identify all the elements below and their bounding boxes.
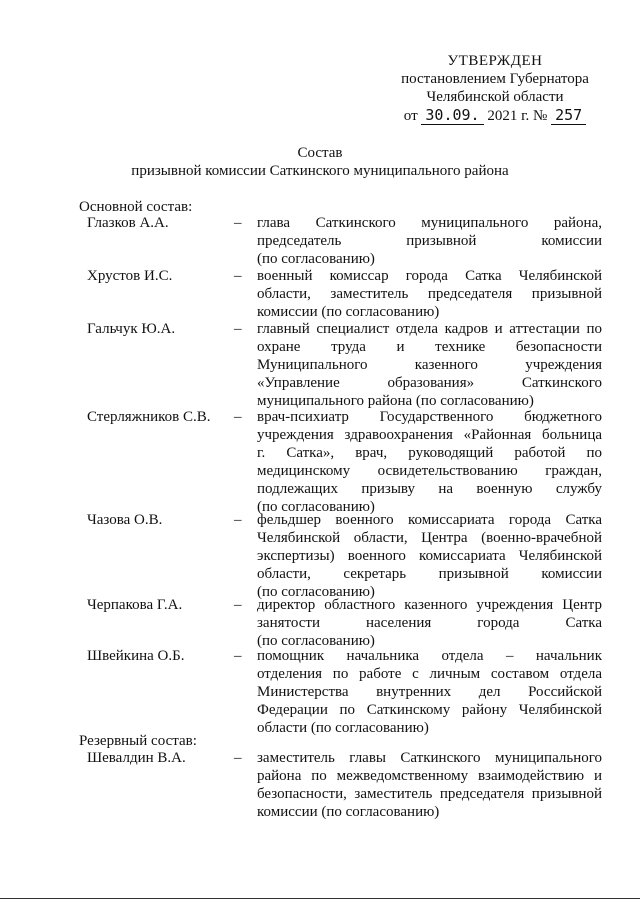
description-line: отделения по работе с личным составом отдела <box>257 666 602 682</box>
reserve-section-label: Резервный состав: <box>79 733 197 749</box>
description-line: директор областного казенного учреждения Центр <box>257 597 602 613</box>
description-line: (по согласованию) <box>257 499 375 515</box>
description-line: Муниципального казенного учреждения <box>257 357 602 373</box>
description-line: района по межведомственному взаимодействию и <box>257 768 602 784</box>
description-line: экспертизы) военного комиссариата Челябинской <box>257 548 602 564</box>
member-description <box>257 267 602 321</box>
title-line-2: призывной комиссии Саткинского муниципального района <box>131 163 509 179</box>
description-line: учреждения здравоохранения «Районная больница <box>257 427 602 443</box>
member-name: Гальчук Ю.А. <box>87 321 176 337</box>
approval-stamp <box>380 52 610 125</box>
dash-separator: – <box>234 597 242 613</box>
description-line: заместитель главы Саткинского муниципального <box>257 750 602 766</box>
page-bottom-edge <box>0 898 640 899</box>
description-line: медицинскому освидетельствованию граждан, <box>257 463 602 479</box>
approval-date-line <box>380 106 610 125</box>
description-line: врач-психиатр Государственного бюджетного <box>257 409 602 425</box>
member-name: Швейкина О.Б. <box>87 648 185 664</box>
description-line: области, секретарь призывной комиссии <box>257 566 602 582</box>
description-line: Челябинской области, Центра (военно-врачебной <box>257 530 602 546</box>
member-name: Шевалдин В.А. <box>87 750 186 766</box>
member-name: Чазова О.В. <box>87 512 163 528</box>
description-line: комиссии (по согласованию) <box>257 804 440 820</box>
main-section-label: Основной состав: <box>79 199 193 215</box>
dash-separator: – <box>234 215 242 231</box>
document-title <box>0 144 640 180</box>
description-line: Министерства внутренних дел Российской <box>257 684 602 700</box>
description-line: главный специалист отдела кадров и аттестации по <box>257 321 602 337</box>
number-value: 257 <box>551 106 586 125</box>
member-description <box>257 214 602 268</box>
member-description <box>257 408 602 516</box>
member-description <box>257 647 602 737</box>
description-line: области, заместитель председателя призывной <box>257 286 602 302</box>
description-line: (по согласованию) <box>257 251 375 267</box>
description-line: области (по согласованию) <box>257 720 429 736</box>
member-name: Черпакова Г.А. <box>87 597 183 613</box>
approval-line-1: постановлением Губернатора <box>401 71 589 87</box>
description-line: глава Саткинского муниципального района, <box>257 215 602 231</box>
description-line: безопасности, заместитель председателя призывной <box>257 786 602 802</box>
dash-separator: – <box>234 409 242 425</box>
description-line: охране труда и технике безопасности <box>257 339 602 355</box>
description-line: занятости населения города Сатка <box>257 615 602 631</box>
member-name: Стерляжников С.В. <box>87 409 211 425</box>
description-line: председатель призывной комиссии <box>257 233 602 249</box>
description-line: муниципального района (по согласованию) <box>257 393 534 409</box>
description-line: «Управление образования» Саткинского <box>257 375 602 391</box>
dash-separator: – <box>234 321 242 337</box>
description-line: фельдшер военного комиссариата города Сатка <box>257 512 602 528</box>
year-text: 2021 г. № <box>487 108 548 124</box>
description-line: (по согласованию) <box>257 584 375 600</box>
description-line: г. Сатка», врач, руководящий работой по <box>257 445 602 461</box>
date-value: 30.09. <box>421 106 483 125</box>
member-description <box>257 596 602 650</box>
member-name: Глазков А.А. <box>87 215 169 231</box>
description-line: помощник начальника отдела – начальник <box>257 648 602 664</box>
member-name: Хрустов И.С. <box>87 268 173 284</box>
approval-line-2: Челябинской области <box>426 89 564 105</box>
description-line: подлежащих призыву на военную службу <box>257 481 602 497</box>
description-line: (по согласованию) <box>257 633 375 649</box>
dash-separator: – <box>234 750 242 766</box>
description-line: комиссии (по согласованию) <box>257 304 440 320</box>
dash-separator: – <box>234 648 242 664</box>
member-description <box>257 320 602 410</box>
member-description <box>257 749 602 821</box>
approval-heading: УТВЕРЖДЕН <box>447 53 543 69</box>
title-line-1: Состав <box>297 145 343 161</box>
date-prefix: от <box>403 108 418 124</box>
description-line: военный комиссар города Сатка Челябинской <box>257 268 602 284</box>
description-line: Федерации по Саткинскому району Челябинской <box>257 702 602 718</box>
dash-separator: – <box>234 512 242 528</box>
dash-separator: – <box>234 268 242 284</box>
member-description <box>257 511 602 601</box>
